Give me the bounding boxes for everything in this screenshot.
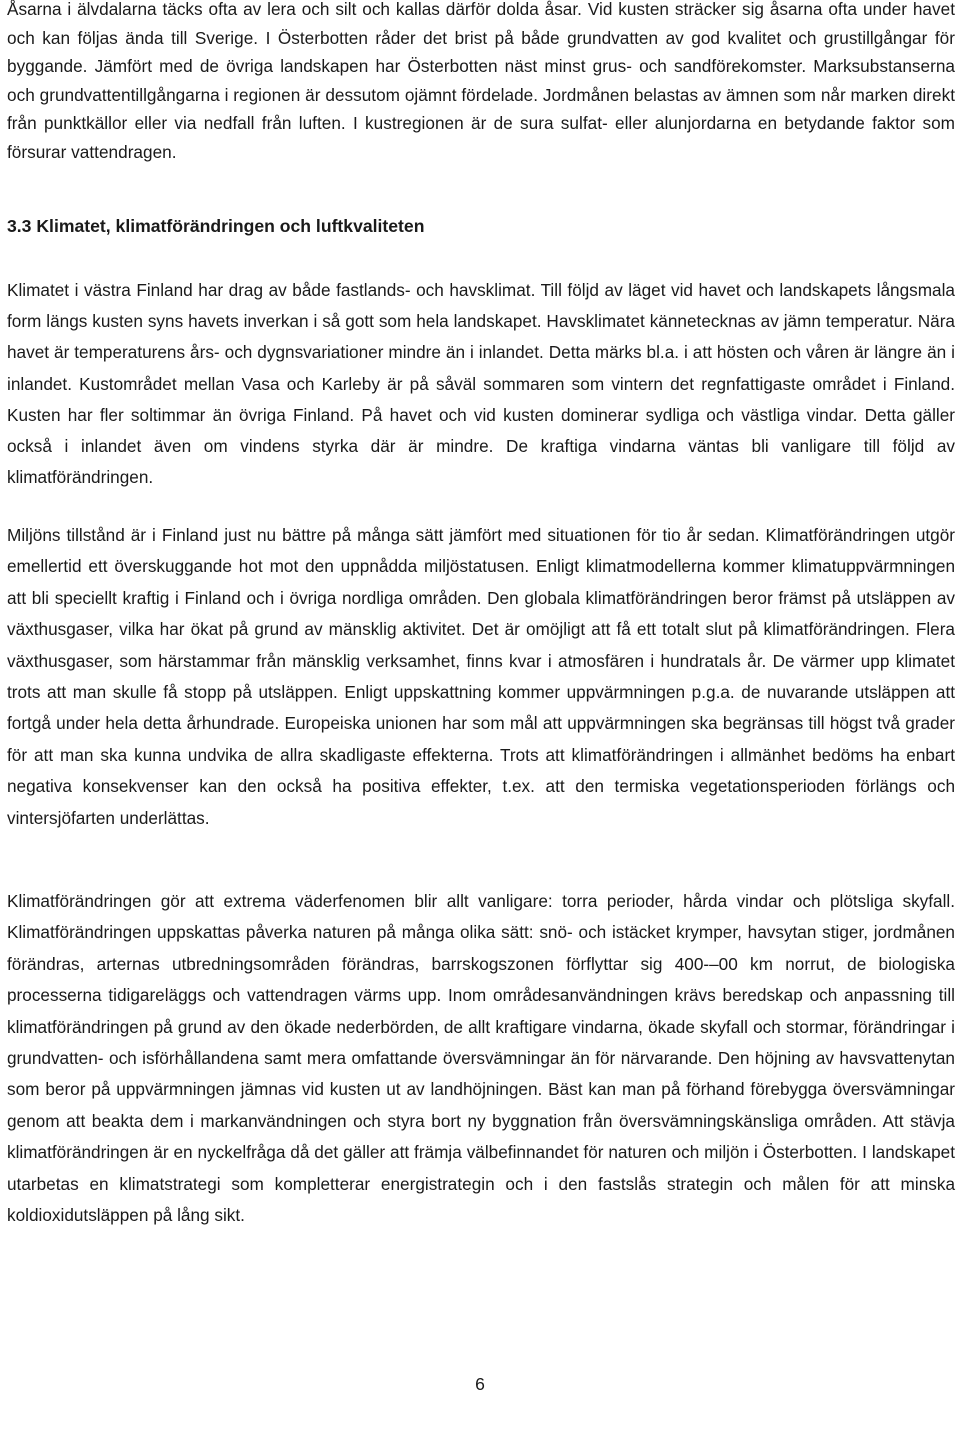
paragraph-miljo: Miljöns tillstånd är i Finland just nu bättre på många sätt jämfört med situationen för tio år sedan. Klimatförändringen utgör emellertid ett överskuggande hot mot den uppnådda miljöstatusen. Enligt klimatmodellerna kommer klimatuppvärmningen att bli speciellt kraftig i Finland och i övriga nordliga områden. Den globala klimatförändringen beror främst på utsläppen av växthusgaser, vilka har ökat på grund av mänsklig aktivitet. Det är omöjligt att få ett totalt slut på klimatförändringen. Flera växthusgaser, som härstammar från mänsklig verksamhet, finns kvar i atmosfären i hundratals år. De värmer upp klimatet trots att man skulle få stopp på utsläppen. Enligt uppskattning kommer uppvärmningen p.g.a. de nuvarande utsläppen att fortgå under hela detta århundrade. Europeiska unionen har som mål att uppvärmningen ska begränsas till högst två grader för att man ska kunna undvika de allra skadligaste effekterna. Trots att klimatförändringen i allmänhet bedöms ha enbart negativa konsekvenser kan den också ha positiva effekter, t.ex. att den termiska vegetationsperioden förlängs och vintersjöfarten underlättas. bbox=[7, 525, 955, 828]
paragraph-extrema: Klimatförändringen gör att extrema väderfenomen blir allt vanligare: torra perioder, hårda vindar och plötsliga skyfall. Klimatförändringen uppskattas påverka naturen på många olika sätt: snö- och istäcket krymper, havsytan stiger, jordmånen förändras, arternas utbredningsområden förändras, barrskogszonen förflyttar sig 400-–00 km norrut, de biologiska processerna tidigareläggs och vattendragen värms upp. Inom områdesanvändningen krävs beredskap och anpassning till klimatförändringen på grund av den ökade nederbörden, de allt kraftigare vindarna, ökade skyfall och stormar, förändringar i grundvatten- och isförhållandena samt mera omfattande översvämningar än för närvarande. Den höjning av havsvattenytan som beror på uppvärmningen jämnas vid kusten ut av landhöjningen. Bäst kan man på förhand förebygga översvämningar genom att beakta dem i markanvändningen och styra bort ny byggnation från översvämningskänsliga områden. Att stävja klimatförändringen är en nyckelfråga då det gäller att främja välbefinnandet för naturen och miljön i Österbotten. I landskapet utarbetas en klimatstrategi som kompletterar energistrategin och i den fastslås strategin och målen för att minska koldioxidutsläppen på lång sikt. bbox=[7, 891, 955, 1226]
paragraph-klimat: Klimatet i västra Finland har drag av både fastlands- och havsklimat. Till följd av läget vid havet och landskapets långsmala form längs kusten syns havets inverkan i så gott som hela landskapet. Havsklimatet kännetecknas av jämn temperatur. Nära havet är temperaturens års- och dygnsvariationer mindre än i inlandet. Detta märks bl.a. i att hösten och våren är längre än i inlandet. Kustområdet mellan Vasa och Karleby är på såväl sommaren som vintern det regnfattigaste området i Finland. Kusten har fler soltimmar än övriga Finland. På havet och vid kusten dominerar sydliga och västliga vindar. Detta gäller också i inlandet även om vindens styrka där är mindre. De kraftiga vindarna väntas bli vanligare till följd av klimatförändringen. bbox=[7, 280, 955, 488]
section-heading: 3.3 Klimatet, klimatförändringen och luftkvaliteten bbox=[7, 216, 425, 236]
paragraph-intro: Åsarna i älvdalarna täcks ofta av lera och silt och kallas därför dolda åsar. Vid kusten sträcker sig åsarna ofta under havet och kan följas ända till Sverige. I Österbotten råder det brist på både grundvatten av god kvalitet och grustillgångar för byggande. Jämfört med de övriga landskapen har Österbotten näst minst grus- och sandförekomster. Marksubstanserna och grundvattentillgångarna i regionen är dessutom ojämnt fördelade. Jordmånen belastas av ämnen som når marken direkt från punktkällor eller via nedfall från luften. I kustregionen är de sura sulfat- eller alunjordarna en betydande faktor som försurar vattendragen. bbox=[7, 0, 955, 162]
page-number: 6 bbox=[475, 1374, 485, 1394]
